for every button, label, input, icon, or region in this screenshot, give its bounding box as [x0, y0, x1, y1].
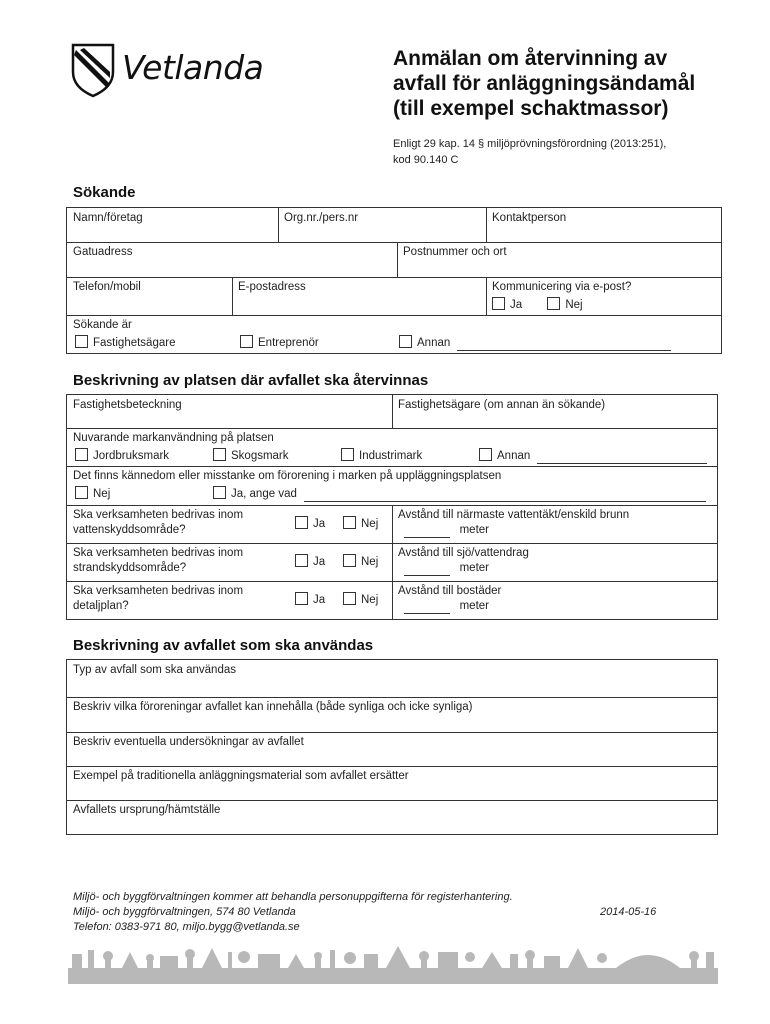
- land-use-group: [67, 428, 717, 466]
- section-heading-avfallet: Beskrivning av avfallet som ska användas: [73, 637, 374, 654]
- checkbox-label: Ja: [313, 518, 326, 530]
- distance-label: Avstånd till bostäder: [398, 585, 502, 597]
- checkbox-label: Jordbruksmark: [93, 450, 170, 462]
- platsen-table: [66, 394, 718, 620]
- distance-water-source-field[interactable]: [392, 505, 717, 543]
- form-date: 2014-05-16: [600, 906, 657, 918]
- title-line: Anmälan om återvinning av: [393, 47, 668, 70]
- forest-checkbox[interactable]: [213, 448, 226, 461]
- logo-wordmark: Vetlanda: [122, 48, 264, 87]
- vetlanda-logo: [70, 42, 270, 98]
- checkbox-label: Industrimark: [359, 450, 423, 462]
- water-protection-no-checkbox[interactable]: [343, 516, 356, 529]
- detail-plan-no-checkbox[interactable]: [343, 592, 356, 605]
- title-line: (till exempel schaktmassor): [393, 97, 669, 120]
- checkbox-label: Nej: [361, 556, 379, 568]
- org-number-field[interactable]: Org.nr./pers.nr: [284, 212, 359, 224]
- section-heading-platsen: Beskrivning av platsen där avfallet ska återvinnas: [73, 372, 429, 389]
- question-line: Ska verksamheten bedrivas inom: [73, 509, 244, 521]
- other-specify-line[interactable]: [457, 339, 671, 351]
- community-silhouette-border-icon: [68, 942, 718, 984]
- distance-label: Avstånd till närmaste vattentäkt/enskild brunn: [398, 509, 630, 521]
- checkbox-label: Ja: [510, 299, 523, 311]
- farmland-checkbox[interactable]: [75, 448, 88, 461]
- checkbox-label: Annan: [417, 337, 451, 349]
- form-title: [393, 46, 733, 121]
- checkbox-label: Ja: [313, 594, 326, 606]
- investigations-field[interactable]: Beskriv eventuella undersökningar av avfallet: [73, 736, 304, 748]
- distance-housing-field[interactable]: [392, 581, 717, 619]
- email-communication-group: [486, 277, 721, 315]
- contamination-specify-line[interactable]: [304, 490, 706, 502]
- checkbox-label: Nej: [361, 594, 379, 606]
- checkbox-label: Ja: [313, 556, 326, 568]
- shore-protection-no-checkbox[interactable]: [343, 554, 356, 567]
- contamination-label: Det finns kännedom eller misstanke om förorening i marken på uppläggningsplatsen: [73, 470, 502, 482]
- contamination-no-checkbox[interactable]: [75, 486, 88, 499]
- form-subtitle: [393, 136, 733, 168]
- email-communication-label: Kommunicering via e-post?: [492, 281, 632, 293]
- email-field[interactable]: E-postadress: [238, 281, 306, 293]
- checkbox-label: Fastighetsägare: [93, 337, 176, 349]
- property-owner-field[interactable]: Fastighetsägare (om annan än sökande): [398, 399, 606, 411]
- contact-person-field[interactable]: Kontaktperson: [492, 212, 567, 224]
- question-line: detaljplan?: [73, 600, 129, 612]
- question-line: Ska verksamheten bedrivas inom: [73, 547, 244, 559]
- sokande-table: [66, 207, 722, 354]
- distance-lake-field[interactable]: [392, 543, 717, 581]
- waste-origin-field[interactable]: Avfallets ursprung/hämtställe: [73, 804, 221, 816]
- property-designation-field[interactable]: Fastighetsbeteckning: [73, 399, 182, 411]
- postal-code-city-field[interactable]: Postnummer och ort: [403, 246, 507, 258]
- land-use-other-checkbox[interactable]: [479, 448, 492, 461]
- question-line: strandskyddsområde?: [73, 562, 187, 574]
- question-line: vattenskyddsområde?: [73, 524, 186, 536]
- replaced-materials-field[interactable]: Exempel på traditionella anläggningsmaterial som avfallet ersätter: [73, 770, 409, 782]
- title-line: avfall för anläggningsändamål: [393, 72, 696, 95]
- name-company-field[interactable]: Namn/företag: [73, 212, 143, 224]
- checkbox-label: Ja, ange vad: [231, 488, 297, 500]
- unit-label: meter: [459, 524, 489, 536]
- office-address: Miljö- och byggförvaltningen, 574 80 Vetlanda: [73, 906, 296, 918]
- shore-protection-yes-checkbox[interactable]: [295, 554, 308, 567]
- industrial-checkbox[interactable]: [341, 448, 354, 461]
- distance-input-line[interactable]: [404, 564, 450, 576]
- owner-checkbox[interactable]: [75, 335, 88, 348]
- email-yes-checkbox[interactable]: [492, 297, 505, 310]
- question-line: Ska verksamheten bedrivas inom: [73, 585, 244, 597]
- phone-field[interactable]: Telefon/mobil: [73, 281, 141, 293]
- contamination-yes-checkbox[interactable]: [213, 486, 226, 499]
- shore-protection-question: [67, 543, 392, 581]
- checkbox-label: Nej: [361, 518, 379, 530]
- checkbox-label: Entreprenör: [258, 337, 319, 349]
- water-protection-question: [67, 505, 392, 543]
- contractor-checkbox[interactable]: [240, 335, 253, 348]
- distance-input-line[interactable]: [404, 526, 450, 538]
- checkbox-label: Skogsmark: [231, 450, 289, 462]
- distance-input-line[interactable]: [404, 602, 450, 614]
- unit-label: meter: [459, 562, 489, 574]
- distance-label: Avstånd till sjö/vattendrag: [398, 547, 529, 559]
- waste-type-field[interactable]: Typ av avfall som ska användas: [73, 664, 236, 676]
- checkbox-label: Annan: [497, 450, 531, 462]
- vetlanda-coat-of-arms-icon: [70, 42, 116, 98]
- email-no-checkbox[interactable]: [547, 297, 560, 310]
- section-heading-sokande: Sökande: [73, 184, 136, 201]
- applicant-type-group: [67, 315, 721, 353]
- unit-label: meter: [459, 600, 489, 612]
- contaminants-field[interactable]: Beskriv vilka föroreningar avfallet kan innehålla (både synliga och icke synliga): [73, 701, 473, 713]
- privacy-notice: Miljö- och byggförvaltningen kommer att behandla personuppgifterna för registerhantering.: [73, 891, 513, 903]
- other-checkbox[interactable]: [399, 335, 412, 348]
- avfallet-table: [66, 659, 718, 835]
- contamination-group: [67, 466, 717, 505]
- applicant-type-label: Sökande är: [73, 319, 132, 331]
- subtitle-line: kod 90.140 C: [393, 154, 459, 166]
- contact-info: Telefon: 0383-971 80, miljo.bygg@vetlanda.se: [73, 921, 300, 933]
- water-protection-yes-checkbox[interactable]: [295, 516, 308, 529]
- land-use-label: Nuvarande markanvändning på platsen: [73, 432, 274, 444]
- street-address-field[interactable]: Gatuadress: [73, 246, 133, 258]
- detail-plan-question: [67, 581, 392, 619]
- checkbox-label: Nej: [565, 299, 583, 311]
- land-use-other-line[interactable]: [537, 452, 707, 464]
- detail-plan-yes-checkbox[interactable]: [295, 592, 308, 605]
- footer-text: [73, 890, 673, 935]
- subtitle-line: Enligt 29 kap. 14 § miljöprövningsförordning (2013:251),: [393, 138, 667, 150]
- checkbox-label: Nej: [93, 488, 111, 500]
